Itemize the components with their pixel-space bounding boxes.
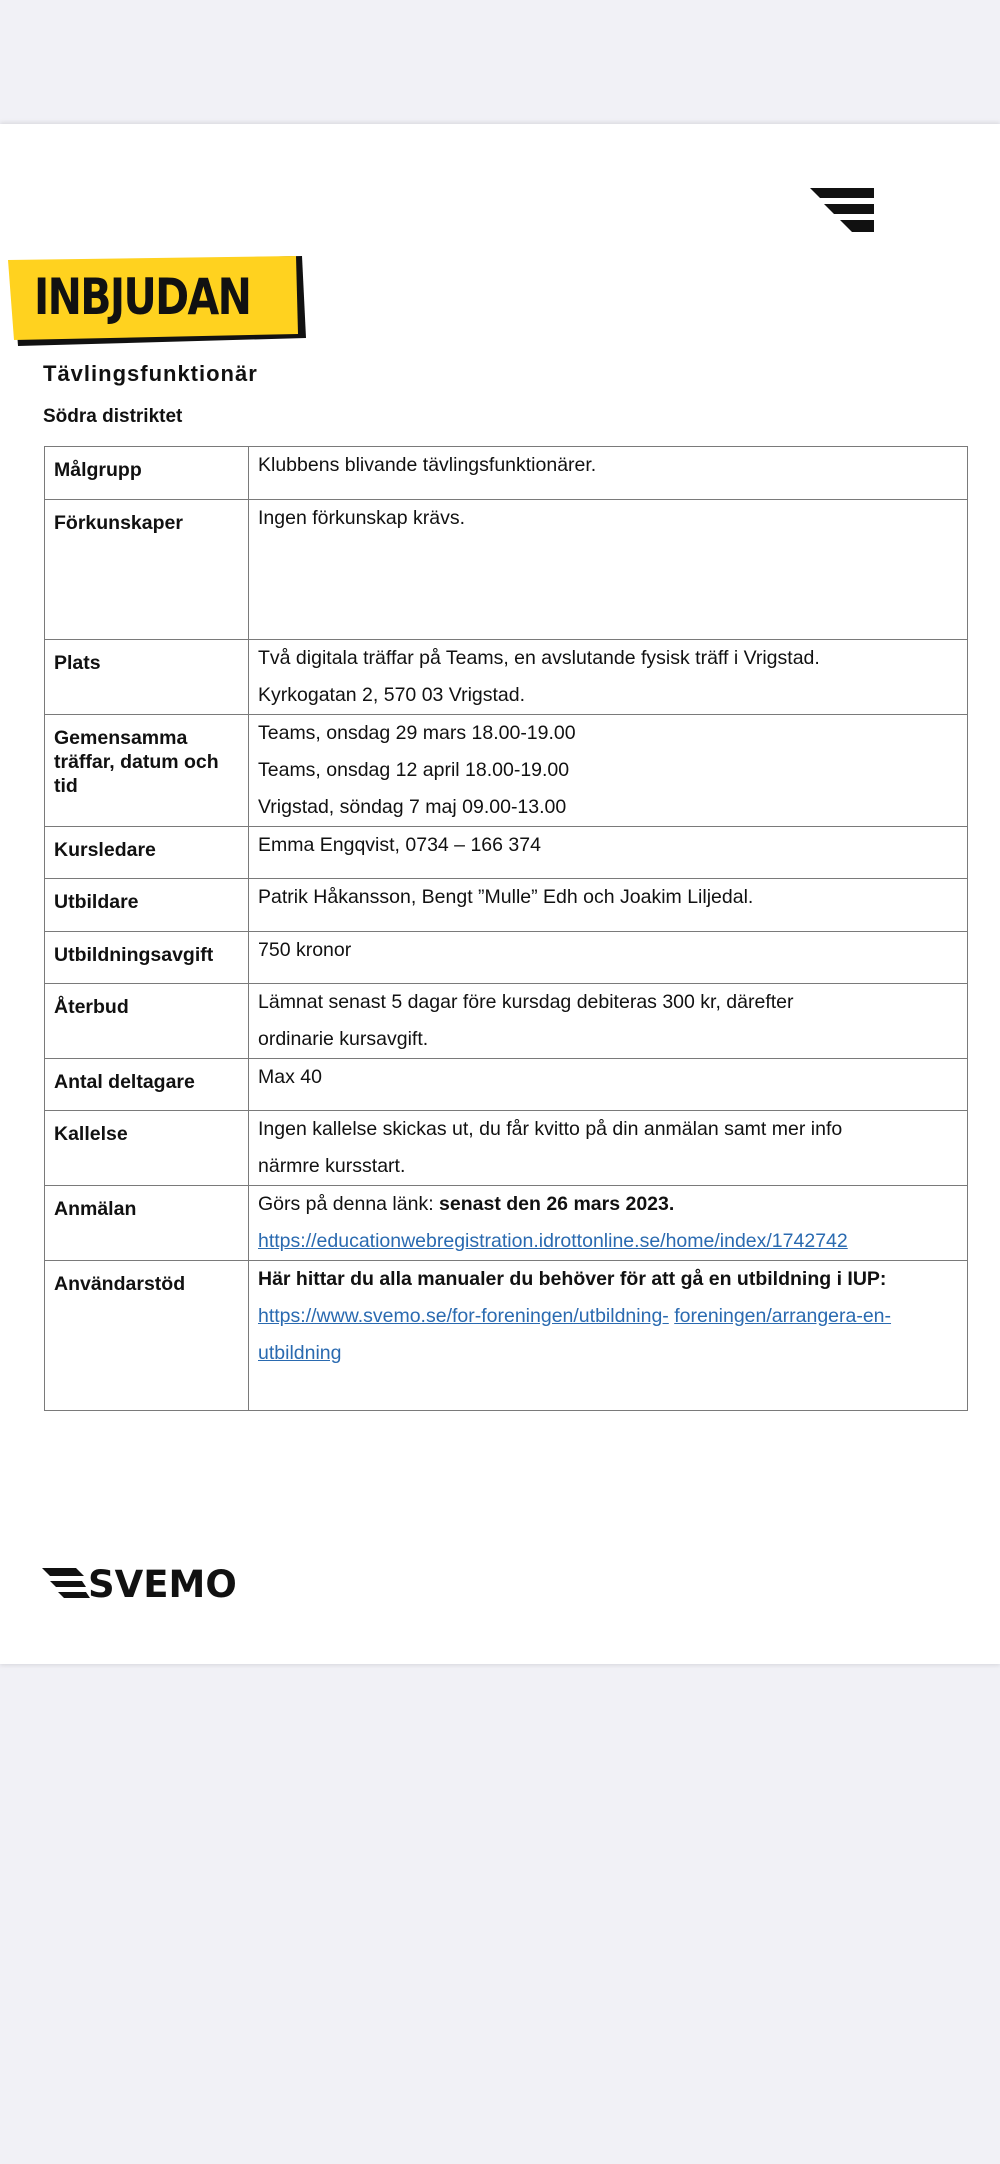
row-label: Antal deltagare bbox=[45, 1059, 249, 1111]
document-page bbox=[0, 124, 1000, 1664]
support-text: Här hittar du alla manualer du behöver för att gå en utbildning i IUP: https://www.svemo.se/for-foreningen/utbildning- foreningen/arrangera-en-utbildning bbox=[258, 1268, 892, 1364]
support-link[interactable]: https://www.svemo.se/for-foreningen/utbildning- bbox=[258, 1305, 669, 1327]
table-row bbox=[45, 879, 968, 932]
table-row bbox=[45, 1059, 968, 1111]
row-value: Ingen förkunskap krävs. bbox=[258, 507, 466, 529]
table-row bbox=[45, 932, 968, 984]
row-value: Max 40 bbox=[258, 1066, 322, 1088]
table-row bbox=[45, 984, 968, 1059]
registration-deadline: senast den 26 mars 2023. bbox=[439, 1193, 675, 1215]
banner-title: INBJUDAN bbox=[34, 268, 251, 326]
row-label: Målgrupp bbox=[45, 447, 249, 500]
info-table bbox=[44, 446, 968, 1411]
table-row bbox=[45, 1111, 968, 1186]
table-row bbox=[45, 500, 968, 640]
row-value: Klubbens blivande tävlingsfunktionärer. bbox=[258, 454, 597, 476]
row-value: närmre kursstart. bbox=[258, 1155, 406, 1177]
support-link-continued[interactable]: foreningen/arrangera-en-utbildning bbox=[258, 1305, 892, 1364]
row-label: Återbud bbox=[45, 984, 249, 1059]
svemo-stripes-icon bbox=[810, 188, 874, 236]
row-value: Teams, onsdag 12 april 18.00-19.00 bbox=[258, 759, 570, 781]
table-row bbox=[45, 827, 968, 879]
row-label: Plats bbox=[45, 640, 249, 715]
row-label: Kallelse bbox=[45, 1111, 249, 1186]
row-value: Emma Engqvist, 0734 – 166 374 bbox=[258, 834, 541, 856]
row-label: Anmälan bbox=[45, 1186, 249, 1261]
svemo-logo-icon bbox=[42, 1564, 254, 1604]
row-label: Användarstöd bbox=[45, 1261, 249, 1411]
table-row bbox=[45, 640, 968, 715]
logo-wordmark: SVEMO bbox=[88, 1564, 237, 1604]
row-value: Vrigstad, söndag 7 maj 09.00-13.00 bbox=[258, 796, 567, 818]
row-label: Utbildningsavgift bbox=[45, 932, 249, 984]
row-value: Lämnat senast 5 dagar före kursdag debiteras 300 kr, därefter bbox=[258, 991, 794, 1013]
registration-link[interactable]: https://educationwebregistration.idrottonline.se/home/index/1742742 bbox=[258, 1230, 848, 1252]
district-name: Södra distriktet bbox=[43, 406, 183, 427]
row-label: Gemensamma träffar, datum och tid bbox=[45, 715, 249, 827]
table-row bbox=[45, 1261, 968, 1411]
row-value: Kyrkogatan 2, 570 03 Vrigstad. bbox=[258, 684, 526, 706]
row-value: ordinarie kursavgift. bbox=[258, 1028, 429, 1050]
table-row bbox=[45, 447, 968, 500]
table-row bbox=[45, 715, 968, 827]
table-row bbox=[45, 1186, 968, 1261]
row-label: Kursledare bbox=[45, 827, 249, 879]
row-value: Två digitala träffar på Teams, en avslutande fysisk träff i Vrigstad. bbox=[258, 647, 820, 669]
row-value: Teams, onsdag 29 mars 18.00-19.00 bbox=[258, 722, 576, 744]
row-value: Ingen kallelse skickas ut, du får kvitto på din anmälan samt mer info bbox=[258, 1118, 843, 1140]
row-value: Patrik Håkansson, Bengt ”Mulle” Edh och Joakim Liljedal. bbox=[258, 886, 754, 908]
registration-text: Görs på denna länk: senast den 26 mars 2023. bbox=[258, 1193, 675, 1215]
course-subtitle: Tävlingsfunktionär bbox=[43, 361, 258, 386]
row-label: Utbildare bbox=[45, 879, 249, 932]
row-label: Förkunskaper bbox=[45, 500, 249, 640]
row-value: 750 kronor bbox=[258, 939, 352, 961]
